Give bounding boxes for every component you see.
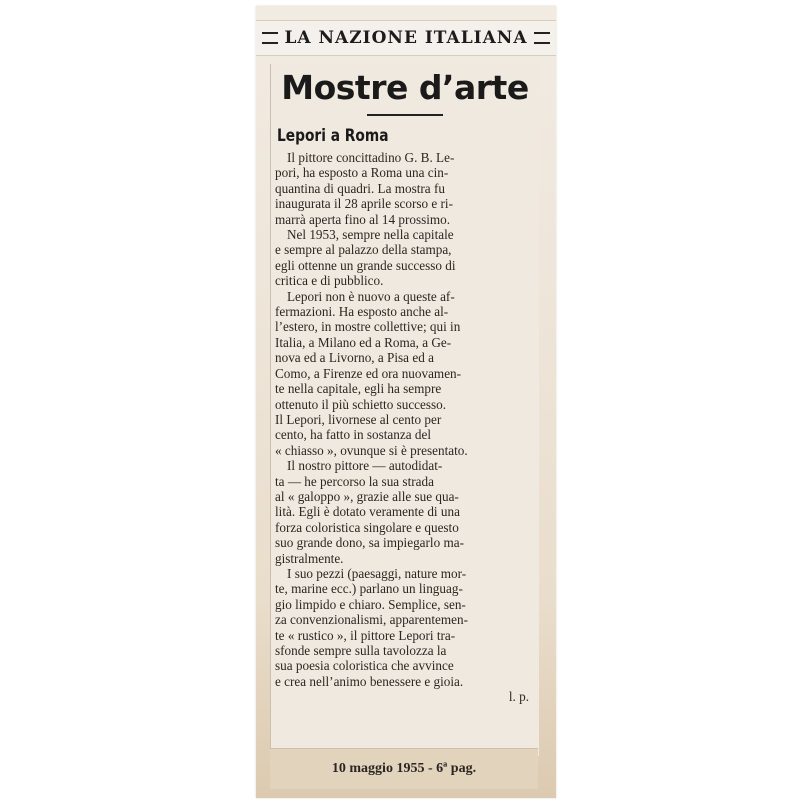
text-line: e sempre al palazzo della stampa,	[275, 242, 452, 258]
text-line: cento, ha fatto in sostanza del	[275, 427, 431, 443]
text-line: inaugurata il 28 aprile scorso e ri-	[275, 196, 453, 212]
text-line: Lepori non è nuovo a queste af-	[287, 288, 455, 304]
text-line: sfonde sempre sulla tavolozza la	[275, 643, 447, 658]
text-line: al « galoppo », grazie alle sue qua-	[275, 488, 459, 504]
publication-date: 10 maggio 1955 - 6ª pag.	[331, 761, 477, 776]
text-line: ottenuto il più schietto successo.	[275, 396, 447, 412]
date-footer	[270, 748, 538, 789]
text-line: ta — he percorso la sua strada	[275, 473, 434, 489]
text-line: fermazioni. Ha esposto anche al-	[275, 304, 449, 320]
text-line: nova ed a Livorno, a Pisa ed a	[275, 350, 434, 366]
article-paragraph	[275, 458, 533, 566]
text-line: l’estero, in mostre collettive; qui in	[275, 319, 461, 335]
article-paragraph	[275, 566, 533, 689]
masthead-ornament-right	[534, 32, 550, 44]
masthead	[256, 20, 556, 56]
article	[270, 64, 539, 756]
text-line: critica e di pubblico.	[275, 273, 384, 289]
article-paragraph	[275, 289, 533, 458]
text-line: Il nostro pittore — autodidat-	[287, 458, 443, 474]
article-signature: l. p.	[508, 689, 529, 705]
newspaper-clipping	[256, 6, 556, 798]
text-line: suo grande dono, sa impiegarlo ma-	[275, 535, 464, 551]
text-line: I suo pezzi (paesaggi, nature mor-	[287, 565, 467, 581]
text-line: forza coloristica singolare e questo	[275, 519, 459, 535]
text-line: Il Lepori, livornese al cento per	[275, 411, 442, 427]
text-line: Nel 1953, sempre nella capitale	[287, 227, 454, 243]
article-paragraph	[275, 150, 533, 227]
text-line: sua poesia coloristica che avvince	[275, 658, 454, 674]
article-paragraph	[275, 227, 533, 289]
article-body	[275, 150, 533, 689]
text-line: gistralmente.	[275, 550, 344, 566]
text-line: te, marine ecc.) parlano un linguag-	[275, 581, 463, 597]
text-line: e crea nell’animo benessere e gioia.	[275, 673, 464, 689]
text-line: Il pittore concittadino G. B. Le-	[287, 150, 455, 165]
section-title: Mostre d’arte	[281, 68, 529, 107]
text-line: te nella capitale, egli ha sempre	[275, 381, 442, 397]
text-line: quantina di quadri. La mostra fu	[275, 180, 445, 196]
text-line: Como, a Firenze ed ora nuovamen-	[275, 365, 462, 381]
title-divider	[367, 114, 443, 116]
text-line: egli ottenne un grande successo di	[275, 257, 456, 273]
text-line: pori, ha esposto a Roma una cin-	[275, 165, 449, 181]
masthead-title: LA NAZIONE ITALIANA	[284, 28, 528, 48]
text-line: lità. Egli è dotato veramente di una	[275, 504, 460, 520]
text-line: Italia, a Milano ed a Roma, a Ge-	[275, 334, 452, 350]
text-line: marrà aperta fino al 14 prossimo.	[275, 211, 451, 227]
text-line: te « rustico », il pittore Lepori tra-	[275, 627, 456, 643]
text-line: za convenzionalismi, apparentemen-	[275, 612, 468, 628]
text-line: « chiasso », ovunque si è presentato.	[275, 442, 468, 458]
text-line: gio limpido e chiaro. Semplice, sen-	[275, 596, 466, 612]
article-headline: Lepori a Roma	[277, 126, 389, 146]
masthead-ornament-left	[262, 32, 278, 44]
